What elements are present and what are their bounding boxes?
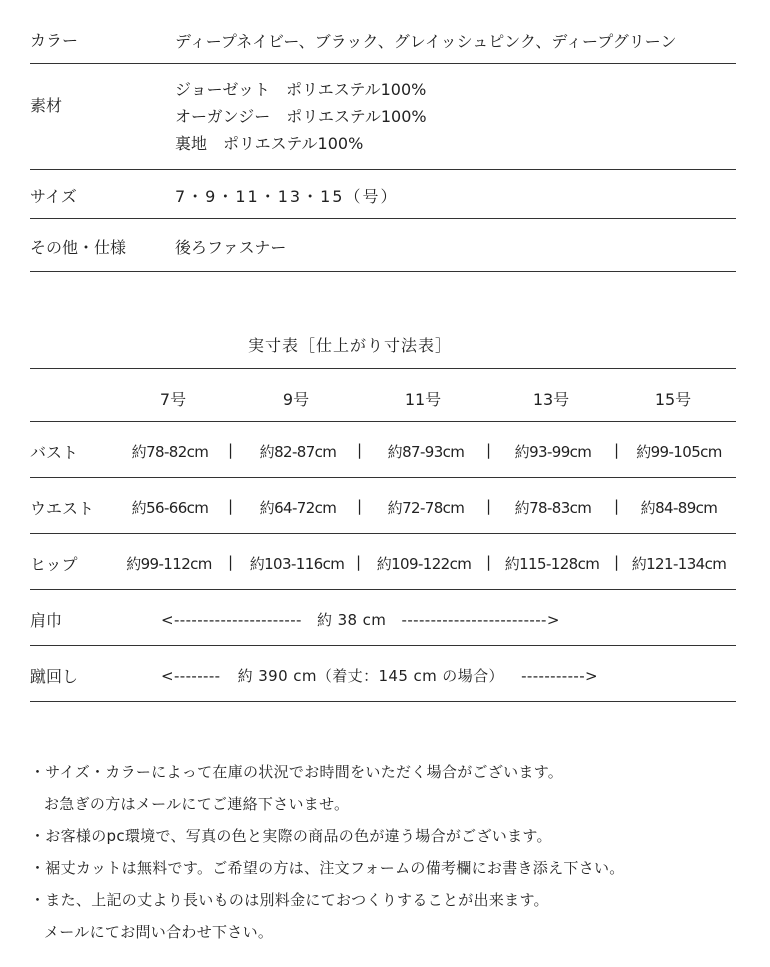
notes: [30, 756, 625, 948]
left-arrow: <----------------------: [161, 611, 302, 629]
row-label-bust: バスト: [30, 443, 79, 462]
cell-separator: |: [357, 497, 363, 515]
color-label: カラー: [30, 31, 79, 50]
column-header-11: 11号: [404, 390, 442, 409]
material-line-georgette: ジョーゼット ポリエステル100%: [175, 80, 427, 99]
table-cell: 約72-78cm: [387, 499, 465, 517]
note-item: お急ぎの方はメールにてご連絡下さいませ。: [44, 795, 350, 813]
note-item: メールにてお問い合わせ下さい。: [44, 923, 274, 941]
other-label: その他・仕様: [30, 238, 127, 257]
table-cell: 約93-99cm: [514, 443, 592, 461]
table-cell: 約115-128cm: [504, 555, 600, 573]
divider: [30, 421, 736, 422]
divider: [30, 63, 736, 64]
divider: [30, 218, 736, 219]
note-item: ・お客様のpc環境で、写真の色と実際の商品の色が違う場合がございます。: [30, 827, 552, 845]
table-cell: 約99-112cm: [126, 555, 212, 573]
divider: [30, 589, 736, 590]
cell-separator: |: [228, 497, 234, 515]
divider: [30, 169, 736, 170]
divider: [30, 645, 736, 646]
table-cell: 約87-93cm: [387, 443, 465, 461]
row-label-hip: ヒップ: [30, 555, 78, 574]
size-value: 7・9・11・13・15（号）: [175, 187, 399, 206]
cell-separator: |: [486, 441, 492, 459]
size-label: サイズ: [30, 187, 77, 206]
material-value: [175, 76, 427, 157]
table-cell: 約109-122cm: [376, 555, 472, 573]
hem-measure: [161, 665, 598, 686]
table-cell: 約99-105cm: [636, 443, 722, 461]
note-item: ・裾丈カットは無料です。ご希望の方は、注文フォームの備考欄にお書き添え下さい。: [30, 859, 625, 877]
hem-value: 約 390 cm（着丈：145 cm の場合）: [237, 667, 504, 685]
size-table-title: 実寸表［仕上がり寸法表］: [247, 336, 452, 355]
divider: [30, 368, 736, 369]
note-item: ・サイズ・カラーによって在庫の状況でお時間をいただく場合がございます。: [30, 763, 564, 781]
row-label-shoulder: 肩巾: [30, 611, 63, 630]
column-header-9: 9号: [282, 390, 310, 409]
table-cell: 約56-66cm: [131, 499, 209, 517]
material-line-organdy: オーガンジー ポリエステル100%: [175, 107, 427, 126]
cell-separator: |: [357, 441, 363, 459]
table-cell: 約121-134cm: [631, 555, 727, 573]
cell-separator: |: [356, 553, 362, 571]
divider: [30, 477, 736, 478]
table-cell: 約64-72cm: [259, 499, 337, 517]
cell-separator: |: [486, 497, 492, 515]
note-item: ・また、上記の丈より長いものは別料金にておつくりすることが出来ます。: [30, 891, 549, 909]
divider: [30, 701, 736, 702]
right-arrow: ------------------------->: [401, 611, 560, 629]
cell-separator: |: [614, 553, 620, 571]
divider: [30, 533, 736, 534]
column-header-7: 7号: [159, 390, 187, 409]
other-value: 後ろファスナー: [175, 238, 287, 257]
row-label-waist: ウエスト: [30, 499, 95, 518]
column-header-15: 15号: [654, 390, 692, 409]
table-cell: 約103-116cm: [249, 555, 345, 573]
table-cell: 約78-83cm: [514, 499, 592, 517]
shoulder-measure: [161, 609, 560, 630]
material-line-lining: 裏地 ポリエステル100%: [175, 134, 364, 153]
cell-separator: |: [486, 553, 492, 571]
column-header-13: 13号: [532, 390, 570, 409]
row-label-hem: 蹴回し: [30, 667, 79, 686]
left-arrow: <--------: [161, 667, 221, 685]
color-value: ディープネイビー、ブラック、グレイッシュピンク、ディープグリーン: [175, 32, 677, 51]
right-arrow: ----------->: [521, 667, 599, 685]
cell-separator: |: [228, 553, 234, 571]
table-cell: 約78-82cm: [131, 443, 209, 461]
shoulder-value: 約 38 cm: [317, 611, 387, 629]
table-cell: 約84-89cm: [640, 499, 718, 517]
material-label: 素材: [30, 96, 63, 115]
cell-separator: |: [614, 441, 620, 459]
divider: [30, 271, 736, 272]
table-cell: 約82-87cm: [259, 443, 337, 461]
cell-separator: |: [228, 441, 234, 459]
cell-separator: |: [614, 497, 620, 515]
